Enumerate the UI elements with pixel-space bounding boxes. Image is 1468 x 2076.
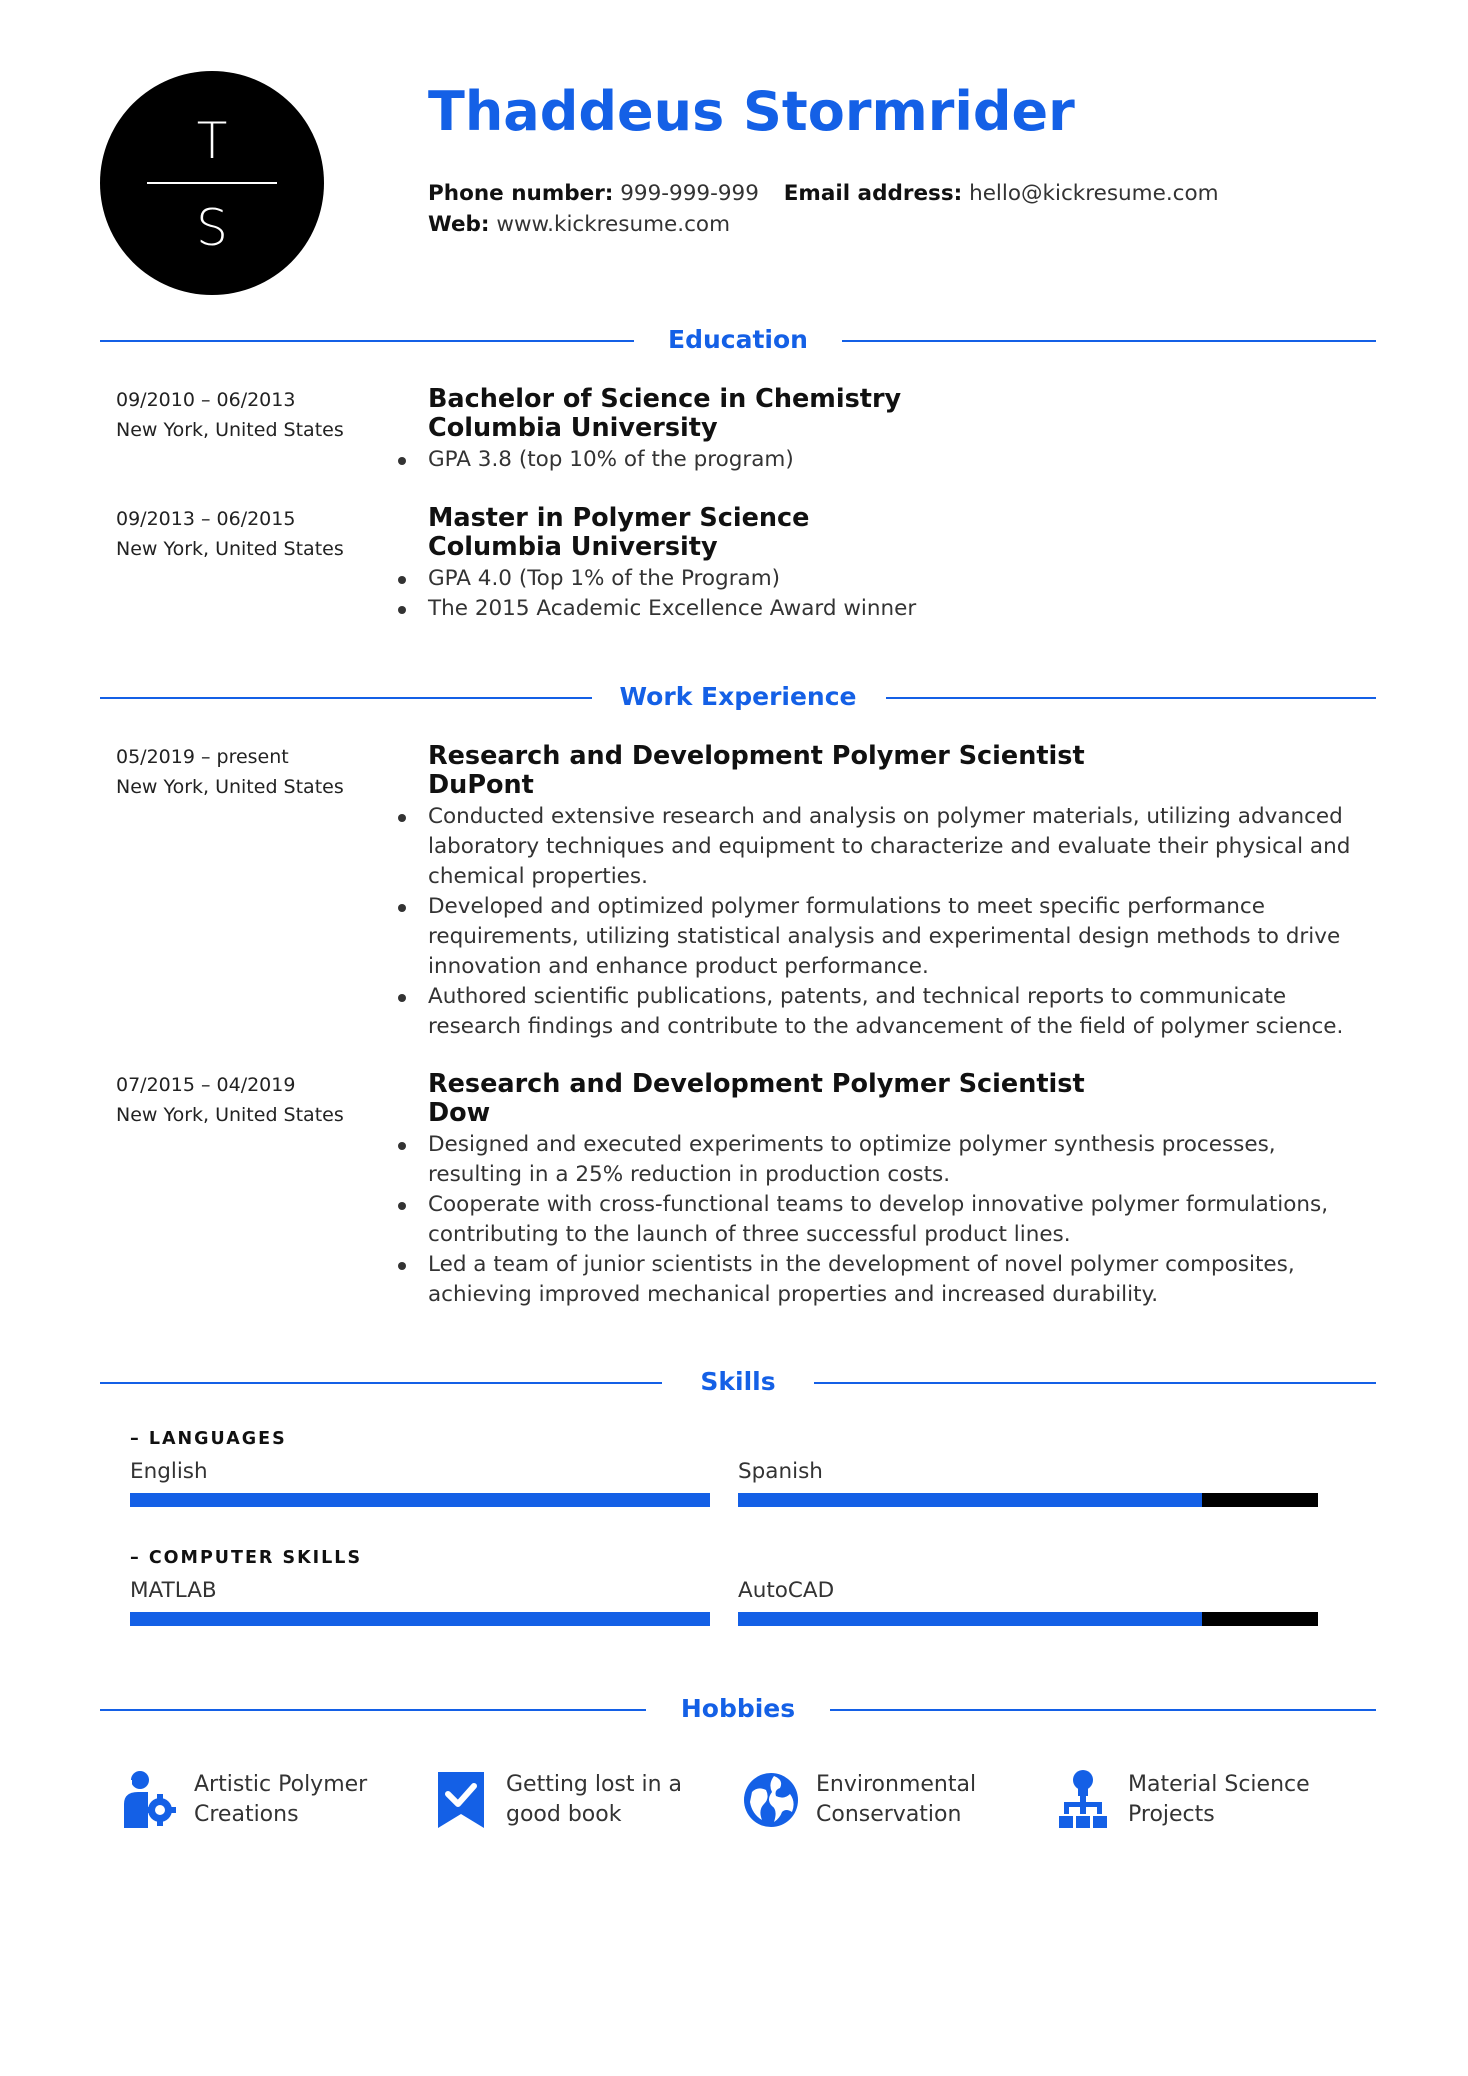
hobby-label-line: Material Science — [1128, 1772, 1310, 1797]
bullet-text: Led a team of junior scientists in the development of novel polymer composites, achieving improved mechanical properties and increased durability. — [428, 1252, 1295, 1307]
section-title: Work Experience — [619, 682, 857, 711]
entry-location: New York, United States — [116, 538, 344, 560]
bullet-item — [428, 1250, 1376, 1310]
bullet-dot-icon — [398, 576, 406, 584]
bookmark-check-icon — [434, 1770, 488, 1830]
institution-name: Columbia University — [428, 532, 718, 562]
entry-meta — [116, 504, 344, 564]
skill-level-fill — [130, 1612, 710, 1626]
contact-line-1 — [428, 178, 1219, 209]
degree-title: Master in Polymer Science — [428, 503, 810, 533]
contact-info — [428, 178, 1219, 240]
hobby-label-line: Getting lost in a — [506, 1772, 683, 1797]
hobby-item — [744, 1770, 1044, 1840]
skill-level-fill — [738, 1612, 1202, 1626]
web-value[interactable]: www.kickresume.com — [496, 212, 731, 237]
hobby-label-line: Environmental — [816, 1772, 977, 1797]
hobby-label — [816, 1770, 1036, 1830]
bullet-text: Designed and executed experiments to optimize polymer synthesis processes, resulting in a 25% reduction in production costs. — [428, 1132, 1276, 1187]
bullet-dot-icon — [398, 606, 406, 614]
contact-line-2 — [428, 209, 1219, 240]
skill-category-label: – LANGUAGES — [130, 1429, 287, 1449]
hobby-item — [434, 1770, 734, 1840]
entry-bullets — [428, 802, 1376, 1042]
entry-location: New York, United States — [116, 776, 344, 798]
skill-category-label: – COMPUTER SKILLS — [130, 1548, 363, 1568]
hobby-label — [1128, 1770, 1348, 1830]
skill-item — [130, 1576, 710, 1626]
bullet-text: The 2015 Academic Excellence Award winner — [428, 596, 917, 621]
job-title: Research and Development Polymer Scientist — [428, 1069, 1085, 1099]
entry-location: New York, United States — [116, 419, 344, 441]
skill-item — [738, 1457, 1318, 1507]
bullet-dot-icon — [398, 1202, 406, 1210]
section-title: Hobbies — [680, 1694, 796, 1723]
bullet-dot-icon — [398, 994, 406, 1002]
entry-body — [428, 742, 1376, 1042]
section-title: Education — [668, 325, 808, 354]
bullet-item — [428, 445, 1376, 475]
bullet-item — [428, 564, 1376, 594]
candidate-name: Thaddeus Stormrider — [428, 80, 1075, 143]
bullet-item — [428, 892, 1376, 982]
entry-bullets — [428, 445, 1376, 475]
hobby-item — [122, 1770, 422, 1840]
hobby-label — [194, 1770, 414, 1830]
person-gear-icon — [122, 1770, 176, 1830]
hobby-label-line: good book — [506, 1802, 622, 1827]
skills-section-heading — [100, 1362, 1376, 1402]
hobby-item — [1056, 1770, 1356, 1840]
education-section-heading — [100, 320, 1376, 360]
company-name: Dow — [428, 1098, 491, 1128]
bullet-item — [428, 594, 1376, 624]
entry-dates: 09/2013 – 06/2015 — [116, 508, 296, 530]
entry-body — [428, 385, 1376, 475]
skill-name: AutoCAD — [738, 1578, 835, 1603]
bullet-dot-icon — [398, 814, 406, 822]
hobby-label-line: Artistic Polymer — [194, 1772, 368, 1797]
bullet-item — [428, 982, 1376, 1042]
bullet-text: Cooperate with cross-functional teams to develop innovative polymer formulations, contributing to the launch of three successful product lines. — [428, 1192, 1329, 1247]
entry-body — [428, 1070, 1376, 1310]
monogram-divider — [147, 182, 277, 184]
monogram-initial-bottom: S — [196, 199, 228, 257]
hobby-label — [506, 1770, 726, 1830]
section-title: Skills — [700, 1367, 776, 1396]
hobby-label-line: Creations — [194, 1802, 299, 1827]
bullet-dot-icon — [398, 457, 406, 465]
entry-bullets — [428, 1130, 1376, 1310]
skill-level-bar — [130, 1612, 710, 1626]
hobbies-section-heading — [100, 1689, 1376, 1729]
skill-level-bar — [738, 1612, 1318, 1626]
bullet-dot-icon — [398, 904, 406, 912]
hobby-label-line: Projects — [1128, 1802, 1215, 1827]
entry-dates: 09/2010 – 06/2013 — [116, 389, 296, 411]
work-section-heading — [100, 677, 1376, 717]
bullet-item — [428, 1190, 1376, 1250]
monogram-avatar — [100, 71, 324, 295]
bullet-item — [428, 1130, 1376, 1190]
web-label: Web: — [428, 212, 490, 237]
bullet-text: GPA 3.8 (top 10% of the program) — [428, 447, 794, 472]
company-name: DuPont — [428, 770, 534, 800]
entry-bullets — [428, 564, 1376, 624]
bullet-item — [428, 802, 1376, 892]
bullet-dot-icon — [398, 1142, 406, 1150]
phone-value: 999-999-999 — [620, 181, 759, 206]
entry-meta — [116, 385, 344, 445]
bullet-text: Authored scientific publications, patents, and technical reports to communicate research findings and contribute to the advancement of the field of polymer science. — [428, 984, 1344, 1039]
globe-icon — [744, 1770, 798, 1830]
skill-level-fill — [130, 1493, 710, 1507]
network-diagram-icon — [1056, 1770, 1110, 1830]
skill-level-bar — [130, 1493, 710, 1507]
skill-name: English — [130, 1459, 208, 1484]
phone-label: Phone number: — [428, 181, 614, 206]
bullet-dot-icon — [398, 1262, 406, 1270]
monogram-initial-top: T — [196, 112, 228, 170]
degree-title: Bachelor of Science in Chemistry — [428, 384, 902, 414]
skill-name: MATLAB — [130, 1578, 217, 1603]
entry-location: New York, United States — [116, 1104, 344, 1126]
entry-meta — [116, 1070, 344, 1130]
entry-body — [428, 504, 1376, 624]
entry-dates: 05/2019 – present — [116, 746, 289, 768]
bullet-text: Developed and optimized polymer formulations to meet specific performance requirements, utilizing statistical analysis and experimental design methods to drive innovation and enhance product performance. — [428, 894, 1341, 979]
entry-dates: 07/2015 – 04/2019 — [116, 1074, 296, 1096]
skill-name: Spanish — [738, 1459, 823, 1484]
job-title: Research and Development Polymer Scientist — [428, 741, 1085, 771]
email-label: Email address: — [783, 181, 963, 206]
skill-level-fill — [738, 1493, 1202, 1507]
bullet-text: Conducted extensive research and analysis on polymer materials, utilizing advanced laboratory techniques and equipment to characterize and evaluate their physical and chemical properties. — [428, 804, 1351, 889]
skill-item — [130, 1457, 710, 1507]
institution-name: Columbia University — [428, 413, 718, 443]
entry-meta — [116, 742, 344, 802]
skill-level-bar — [738, 1493, 1318, 1507]
bullet-text: GPA 4.0 (Top 1% of the Program) — [428, 566, 781, 591]
email-value[interactable]: hello@kickresume.com — [969, 181, 1219, 206]
skill-item — [738, 1576, 1318, 1626]
hobby-label-line: Conservation — [816, 1802, 962, 1827]
